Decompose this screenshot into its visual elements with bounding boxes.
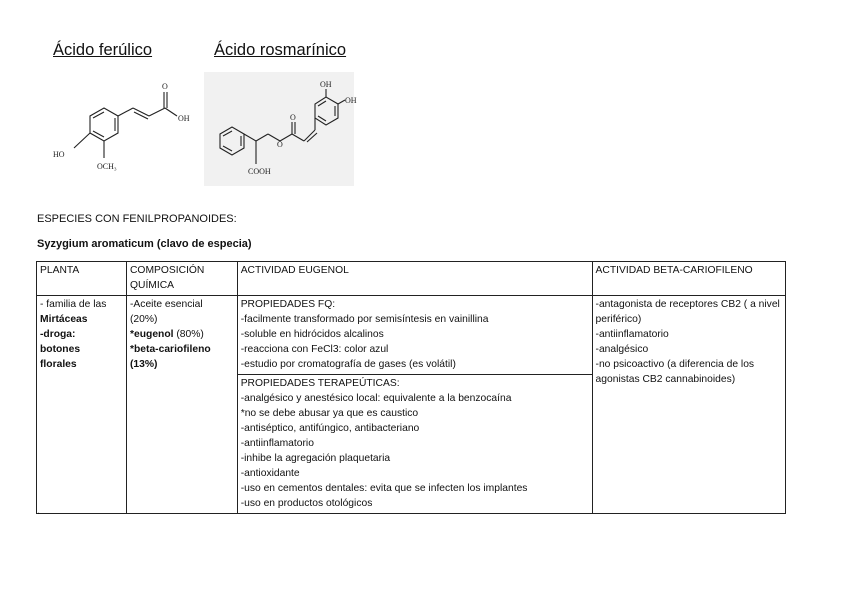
table-row (37, 296, 786, 514)
cariofileno-item: -no psicoactivo (a diferencia de los agonistas CB2 cannabinoides) (595, 359, 755, 385)
composicion-line: (20%) (130, 314, 158, 325)
table-header-row (37, 262, 786, 296)
cell-eugenol (237, 296, 592, 514)
fq-item: -soluble en hidrócidos alcalinos (240, 329, 384, 340)
terapeuticas-item: -antioxidante (240, 468, 300, 479)
cell-beta-cariofileno (592, 296, 785, 514)
ferulic-carbonyl-o: O (162, 82, 168, 91)
heading-rosmarinic-acid: Ácido rosmarínico (214, 41, 347, 59)
header-beta-cariofileno: ACTIVIDAD BETA-CARIOFILENO (592, 262, 785, 296)
propiedades-terapeuticas (238, 374, 592, 513)
species-table (36, 261, 786, 514)
heading-ferulic-acid: Ácido ferúlico (53, 41, 153, 59)
composicion-line: -Aceite esencial (130, 299, 203, 310)
composicion-eugenol: *eugenol (80%) (130, 329, 204, 340)
rosmarinic-ester-o: O (277, 140, 283, 149)
terapeuticas-item: -uso en productos otológicos (240, 498, 373, 509)
terapeuticas-title: PROPIEDADES TERAPEÚTICAS: (240, 378, 400, 389)
composicion-cariofileno-pct: (13%) (130, 359, 158, 370)
plant-name: Syzygium aromaticum (clavo de especia) (37, 238, 252, 250)
cariofileno-item: -antagonista de receptores CB2 ( a nivel periférico) (595, 299, 780, 325)
terapeuticas-item: -antiinflamatorio (240, 438, 314, 449)
species-heading: ESPECIES CON FENILPROPANOIDES: (37, 213, 237, 225)
fq-title: PROPIEDADES FQ: (240, 299, 336, 310)
terapeuticas-item: -uso en cementos dentales: evita que se infecten los implantes (240, 483, 528, 494)
rosmarinic-cooh: COOH (248, 167, 271, 176)
cell-composicion (127, 296, 238, 514)
planta-line: - familia de las (40, 299, 107, 310)
rosmarinic-acid-structure (204, 72, 357, 186)
planta-line: botones (40, 344, 81, 355)
composicion-cariofileno: *beta-cariofileno (130, 344, 211, 355)
planta-line: florales (40, 359, 77, 370)
planta-line: Mirtáceas (40, 314, 88, 325)
propiedades-fq (238, 296, 592, 374)
header-composicion: COMPOSICIÓN QUÍMICA (127, 262, 238, 296)
trailing-mark: . (37, 505, 41, 517)
cell-planta (37, 296, 127, 514)
fq-item: -estudio por cromatografía de gases (es volátil) (240, 359, 456, 370)
rosmarinic-hydroxyl-right: OH (345, 96, 357, 105)
terapeuticas-item: -antiséptico, antifúngico, antibacteriano (240, 423, 420, 434)
rosmarinic-hydroxyl-top: OH (320, 80, 332, 89)
ferulic-acid-structure (44, 78, 200, 190)
terapeuticas-item: *no se debe abusar ya que es caustico (240, 408, 419, 419)
ferulic-hydroxyl: HO (53, 150, 65, 159)
terapeuticas-item: -analgésico y anestésico local: equivalente a la benzocaína (240, 393, 512, 404)
rosmarinic-carbonyl-o: O (290, 113, 296, 122)
planta-line: -droga: (40, 329, 76, 340)
terapeuticas-item: -inhibe la agregación plaquetaria (240, 453, 391, 464)
ferulic-methoxy: OCH₃ (97, 162, 117, 171)
fq-item: -facilmente transformado por semisíntesis en vainillina (240, 314, 489, 325)
header-planta: PLANTA (37, 262, 127, 296)
ferulic-acid-oh: OH (178, 114, 190, 123)
cariofileno-item: -antiinflamatorio (595, 329, 669, 340)
header-eugenol: ACTIVIDAD EUGENOL (237, 262, 592, 296)
cariofileno-item: -analgésico (595, 344, 649, 355)
fq-item: -reacciona con FeCl3: color azul (240, 344, 389, 355)
